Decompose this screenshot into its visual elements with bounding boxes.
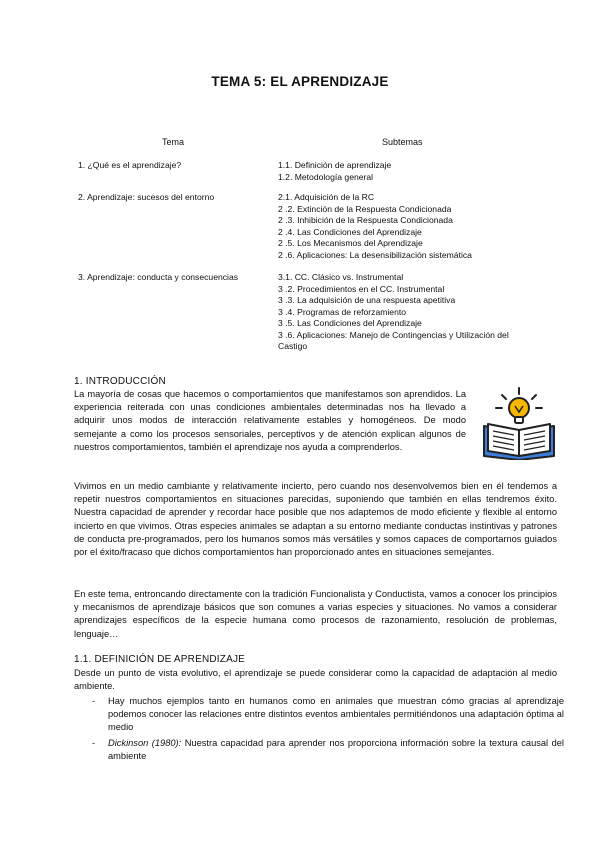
subtema-item: 3 .5. Las Condiciones del Aprendizaje <box>278 318 422 328</box>
bullet-text: Nuestra capacidad para aprender nos proporciona información sobre la textura causal del ambiente <box>108 737 565 761</box>
table-header-tema: Tema <box>162 137 185 147</box>
bullet-text-container <box>108 737 564 763</box>
subtema-item: 3 .2. Procedimientos en el CC. Instrumental <box>278 283 445 294</box>
list-item <box>74 737 564 763</box>
subtema-item: 2 .3. Inhibición de la Respuesta Condicionada <box>278 215 453 225</box>
table-row-2-subtemas <box>278 192 472 261</box>
table-header-subtemas: Subtemas <box>382 137 423 147</box>
open-book-lightbulb-icon <box>478 386 560 460</box>
subtema-item: 2 .4. Las Condiciones del Aprendizaje <box>278 226 422 237</box>
intro-paragraph-2: Vivimos en un medio cambiante y relativamente incierto, pero cuando nos desenvolvemos bien en él tendemos a repetir nuestros comportamientos en situaciones parecidas, suponiendo que también en ellas tendremos éxito. Nuestra capacidad de aprender y recordar hace posible que nos adaptemos de modo eficiente y flexible al entorno incierto en que vivimos. Otras especies animales se adaptan a su entorno mediante conductas instintivas y patrones de conducta pre-programados, pero los humanos somos más versátiles y somos capaces de comportarnos guiados por el éxito/fracaso que dichos comportamientos han proporcionado antes en situaciones semejantes. <box>74 481 557 558</box>
definition-bullet-list <box>74 695 564 763</box>
section-heading-definicion: 1.1. DEFINICIÓN DE APRENDIZAJE <box>74 654 246 665</box>
list-item <box>74 695 564 735</box>
subtema-item: 1.1. Definición de aprendizaje <box>278 160 392 170</box>
subtema-item: 2.1. Adquisición de la RC <box>278 192 375 202</box>
subtema-item: 3.1. CC. Clásico vs. Instrumental <box>278 272 404 282</box>
bullet-text: Hay muchos ejemplos tanto en humanos como en animales que muestran cómo gracias al aprendizaje podemos conocer las relaciones entre distintos eventos ambientales permitiéndonos una adaptación óptima al medio <box>108 696 564 733</box>
table-row-1-subtemas <box>278 160 391 183</box>
subtema-item: 2 .2. Extinción de la Respuesta Condicionada <box>278 203 452 214</box>
subtema-item: 2 .5. Los Mecanismos del Aprendizaje <box>278 238 423 248</box>
citation: Dickinson (1980): <box>108 737 182 748</box>
intro-paragraph-3: En este tema, entroncando directamente con la tradición Funcionalista y Conductista, vamos a conocer los principios y mecanismos de aprendizaje básicos que son comunes a varias especies y situaciones. No vamos a considerar aprendizajes específicos de la especie humana como procesos de razonamiento, resolución de problemas, lenguaje… <box>74 589 557 639</box>
document-title: TEMA 5: EL APRENDIZAJE <box>211 74 389 89</box>
section-heading-introduccion: 1. INTRODUCCIÓN <box>74 376 166 387</box>
bullet-dash: - <box>92 737 96 748</box>
subtema-item: 3 .4. Programas de reforzamiento <box>278 306 407 317</box>
bullet-dash: - <box>92 696 96 706</box>
subtema-item: 3 .3. La adquisición de una respuesta apetitiva <box>278 295 456 305</box>
definition-intro: Desde un punto de vista evolutivo, el aprendizaje se puede considerar como la capacidad de adaptación al medio ambiente. <box>74 668 557 692</box>
intro-paragraph-1: La mayoría de cosas que hacemos o comportamientos que manifestamos son aprendidos. La experiencia reiterada con unas condiciones ambientales determinadas nos ha llevado a adquirir unos modos de interacción relativamente estables y homogéneos. De modo semejante a como los procesos sensoriales, perceptivos y de atención explican algunos de nuestros comportamientos, también el aprendizaje nos ayuda a comprenderlos. <box>74 389 466 452</box>
subtema-item: 1.2. Metodología general <box>278 171 374 182</box>
subtema-item: 2 .6. Aplicaciones: La desensibilización sistemática <box>278 249 472 260</box>
table-row-2-tema: 2. Aprendizaje: sucesos del entorno <box>78 192 215 202</box>
subtema-item: 3 .6. Aplicaciones: Manejo de Contingencias y Utilización del Castigo <box>278 329 509 351</box>
table-row-3-subtemas <box>278 272 528 353</box>
table-row-3-tema: 3. Aprendizaje: conducta y consecuencias <box>78 272 239 282</box>
table-row-1-tema: 1. ¿Qué es el aprendizaje? <box>78 160 182 170</box>
